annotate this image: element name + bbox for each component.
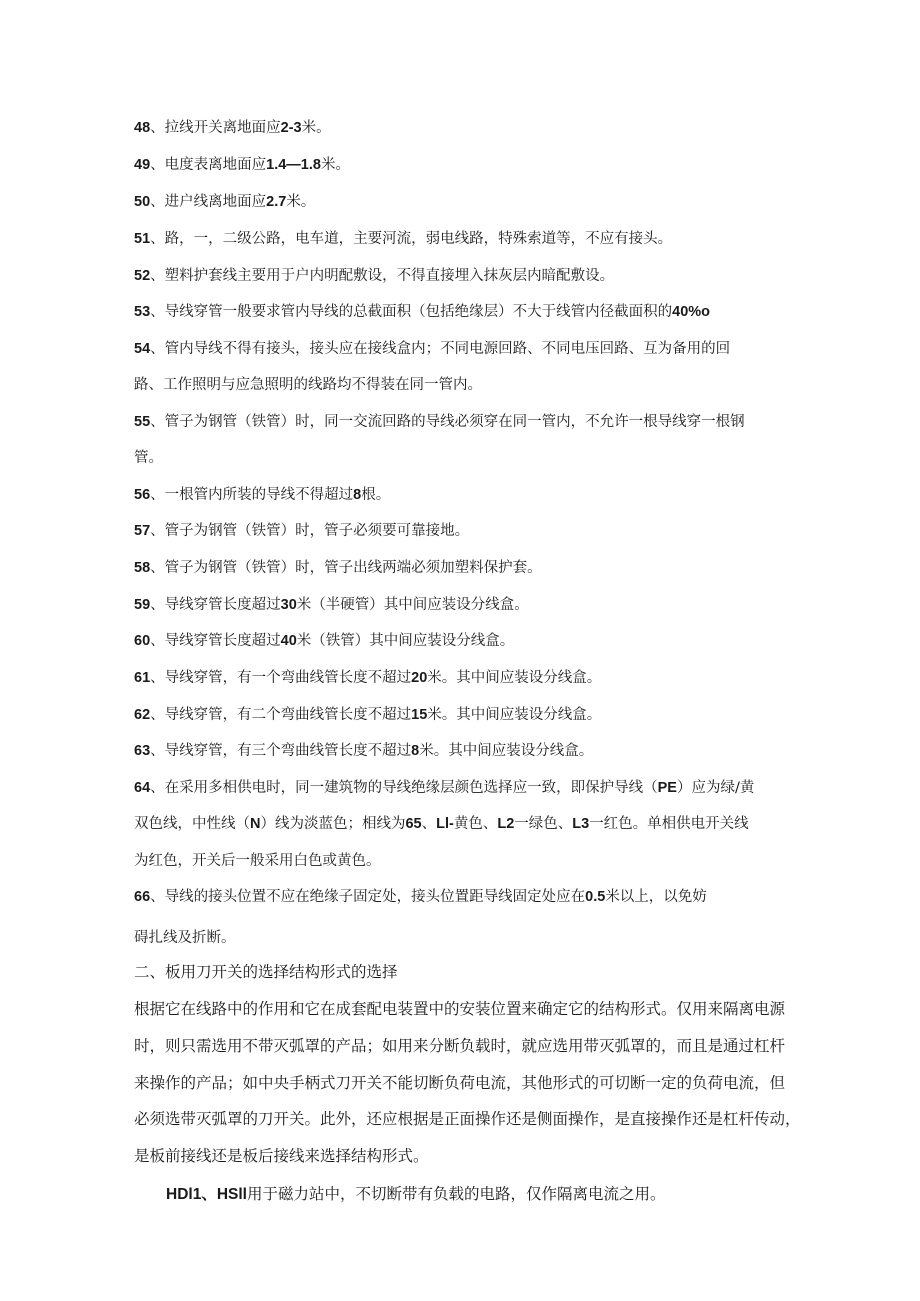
rule-line (134, 558, 542, 578)
rule-number: 48 (134, 120, 151, 136)
rule-text: 、塑料护套线主要用于户内明配敷设，不得直接埋入抹灰层内暗配敷设。 (150, 268, 615, 284)
rule-number: 55 (134, 414, 151, 430)
rule-value: Ll- (436, 816, 454, 832)
model-numbers: HDl1、HSll (166, 1186, 247, 1203)
rule-text: 米以上，以免妨 (605, 889, 707, 905)
rule-number: 63 (134, 743, 151, 759)
section-heading: 二、板用刀开关的选择结构形式的选择 (134, 963, 398, 981)
rule-text: 米（半硬管）其中间应装设分线盒。 (296, 597, 529, 613)
rule-text: 一绿色、 (514, 816, 573, 832)
section-paragraph-line-3: 来操作的产品；如中央手柄式刀开关不能切断负荷电流，其他形式的可切断一定的负荷电流，但 (134, 1074, 786, 1092)
rule-line (134, 339, 730, 359)
rule-line (134, 521, 469, 541)
rule-line (134, 448, 163, 468)
last-line-text: 用于磁力站中，不切断带有负载的电路，仅作隔离电流之用。 (246, 1185, 666, 1203)
rule-text: 、管内导线不得有接头，接头应在接线盒内；不同电源回路、不同电压回路、互为备用的回 (150, 341, 731, 357)
rule-text: 米。其中间应装设分线盒。 (419, 743, 594, 759)
rule-value: 20 (411, 670, 428, 686)
rule-line (134, 668, 601, 688)
rule-value: 65 (405, 816, 422, 832)
rule-text: 根。 (361, 487, 391, 503)
rule-text: 、导线穿管一般要求管内导线的总截面积（包括绝缘层）不大于线管内径截面积的 (150, 304, 673, 320)
rule-line (134, 266, 614, 286)
rule-value: 0.5 (585, 889, 606, 905)
rule-number: 54 (134, 341, 151, 357)
rule-text: 、拉线开关离地面应 (150, 120, 281, 136)
rule-line (134, 118, 331, 138)
rule-line (134, 229, 672, 249)
rule-line (134, 887, 707, 907)
rule-number: 50 (134, 194, 151, 210)
rule-value: 30 (280, 597, 297, 613)
rule-value: 2.7 (266, 194, 287, 210)
rule-line (134, 155, 350, 175)
rule-line (134, 192, 315, 212)
rule-text: 米。 (286, 194, 316, 210)
rule-text: 管。 (134, 450, 163, 466)
rule-number: 59 (134, 597, 151, 613)
section-paragraph-line-5: 是板前接线还是板后接线来选择结构形式。 (134, 1147, 429, 1165)
rule-text: 米。 (301, 120, 331, 136)
rule-text: 、导线穿管，有一个弯曲线管长度不超过 (150, 670, 412, 686)
rule-number: 52 (134, 268, 151, 284)
rule-text: 双色线，中性线（ (134, 816, 250, 832)
rule-number: 49 (134, 157, 151, 173)
rule-line (134, 778, 754, 798)
rule-text: 、一根管内所装的导线不得超过 (150, 487, 354, 503)
section-paragraph-line-1: 根据它在线路中的作用和它在成套配电装置中的安装位置来确定它的结构形式。仅用来隔离电源 (134, 1000, 786, 1018)
rule-value: 1.4—1.8 (266, 157, 321, 173)
rule-line (134, 595, 529, 615)
rule-number: 60 (134, 633, 151, 649)
rule-number: 61 (134, 670, 151, 686)
rule-number: 56 (134, 487, 151, 503)
rule-text: 米。 (320, 157, 350, 173)
rule-line (134, 705, 601, 725)
rule-number: 58 (134, 560, 151, 576)
rule-text: 、导线穿管，有二个弯曲线管长度不超过 (150, 707, 412, 723)
rule-text: 、导线的接头位置不应在绝缘子固定处，接头位置距导线固定处应在 (150, 889, 586, 905)
rule-text: 、导线穿管长度超过 (150, 633, 281, 649)
rule-value: 2-3 (280, 120, 302, 136)
rule-line (134, 412, 745, 432)
rule-text: 、导线穿管，有三个弯曲线管长度不超过 (150, 743, 412, 759)
rule-text: ）应为绿/黄 (676, 780, 755, 796)
rule-value: 40%o (672, 304, 711, 320)
section-paragraph-line-4: 必须选带灭弧罩的刀开关。此外，还应根据是正面操作还是侧面操作，是直接操作还是杠杆传动， (134, 1110, 801, 1128)
rule-text: 路、工作照明与应急照明的线路均不得装在同一管内。 (134, 377, 482, 393)
rule-text: 、在采用多相供电时，同一建筑物的导线绝缘层颜色选择应一致，即保护导线（ (150, 780, 658, 796)
rule-value: 8 (411, 743, 420, 759)
rule-text: 米。其中间应装设分线盒。 (427, 670, 602, 686)
rule-value: PE (657, 780, 677, 796)
rule-text: 、管子为钢管（铁管）时，管子必须要可靠接地。 (150, 523, 470, 539)
rule-value: 8 (353, 487, 362, 503)
rule-line (134, 928, 236, 948)
rule-line (134, 814, 749, 834)
rule-number: 51 (134, 231, 151, 247)
rule-value: L3 (572, 816, 590, 832)
rule-value: 40 (280, 633, 297, 649)
rule-line (134, 485, 390, 505)
rule-text: 黄色、 (453, 816, 498, 832)
rule-line (134, 375, 482, 395)
rule-number: 66 (134, 889, 151, 905)
rule-line (134, 302, 710, 322)
rule-line (134, 741, 593, 761)
rule-value: 15 (411, 707, 428, 723)
rule-text: 米。其中间应装设分线盒。 (427, 707, 602, 723)
rule-number: 62 (134, 707, 151, 723)
rule-text: 米（铁管）其中间应装设分线盒。 (296, 633, 515, 649)
rule-text: 为红色，开关后一般采用白色或黄色。 (134, 853, 381, 869)
rule-text: 、进户线离地面应 (150, 194, 267, 210)
rule-text: 、路，一，二级公路，电车道，主要河流，弱电线路，特殊索道等，不应有接头。 (150, 231, 673, 247)
rule-text: 碍扎线及折断。 (134, 930, 236, 946)
rule-text: 、管子为钢管（铁管）时，同一交流回路的导线必须穿在同一管内，不允许一根导线穿一根钢 (150, 414, 745, 430)
rule-value: L2 (497, 816, 515, 832)
rule-number: 53 (134, 304, 151, 320)
rule-text: 、 (421, 816, 437, 832)
rule-text: 、电度表离地面应 (150, 157, 267, 173)
last-line (166, 1184, 665, 1205)
rule-value: N (250, 816, 261, 832)
rule-line (134, 631, 514, 651)
rule-text: 、管子为钢管（铁管）时，管子出线两端必须加塑料保护套。 (150, 560, 542, 576)
rule-text: 、导线穿管长度超过 (150, 597, 281, 613)
rule-line (134, 851, 381, 871)
rule-text: ）线为淡蓝色；相线为 (260, 816, 406, 832)
rule-number: 64 (134, 780, 151, 796)
section-paragraph-line-2: 时，则只需选用不带灭弧罩的产品；如用来分断负载时，就应选用带灭弧罩的，而且是通过杠杆 (134, 1037, 786, 1055)
rule-text: 一红色。单相供电开关线 (589, 816, 749, 832)
rule-number: 57 (134, 523, 151, 539)
